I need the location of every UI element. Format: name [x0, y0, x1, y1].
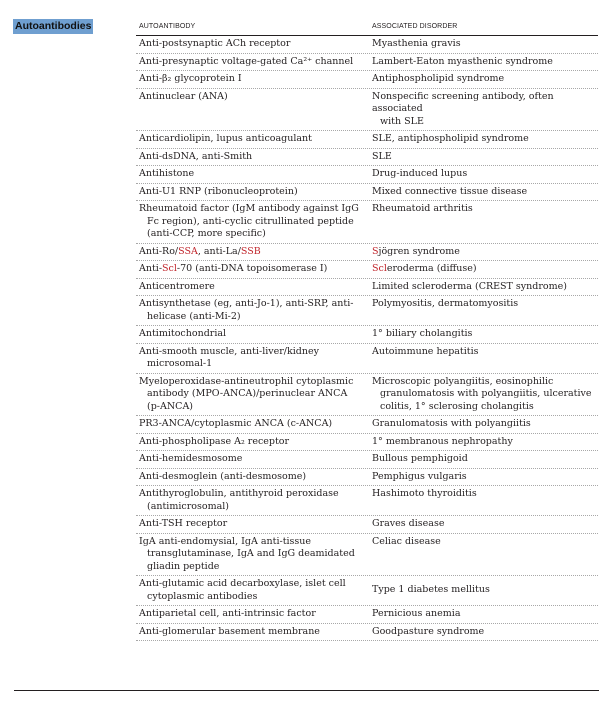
cell-line: Goodpasture syndrome	[372, 625, 485, 637]
text-run: -70 (anti-DNA topoisomerase I)	[176, 263, 328, 274]
disorder-cell	[367, 201, 598, 243]
header-associated-disorder: ASSOCIATED DISORDER	[372, 23, 458, 30]
cell-line: Antiphospholipid syndrome	[372, 73, 505, 84]
disorder-cell	[367, 326, 598, 343]
disorder-cell	[367, 486, 598, 515]
table-row	[136, 89, 598, 132]
autoantibody-cell	[136, 486, 367, 515]
disorder-cell	[367, 184, 598, 201]
cell-line: (anti-CCP, more specific)	[147, 228, 266, 239]
autoantibody-cell	[136, 624, 367, 641]
cell-line: Type 1 diabetes mellitus	[372, 584, 490, 596]
disorder-cell	[367, 279, 598, 296]
cell-line: Graves disease	[372, 518, 445, 529]
autoantibody-cell	[136, 469, 367, 486]
text-run: eroderma (diffuse)	[386, 263, 477, 274]
cell-line: Mixed connective tissue disease	[372, 185, 528, 197]
cell-line	[372, 246, 596, 259]
cell-line: Granulomatosis with polyangiitis	[372, 418, 531, 429]
table-row	[136, 469, 598, 487]
cell-line: Antisynthetase (eg, anti-Jo-1), anti-SRP, anti-	[139, 298, 354, 309]
text-run: , anti-La/	[197, 245, 241, 257]
disorder-cell	[367, 624, 598, 641]
cell-line: Limited scleroderma (CREST syndrome)	[372, 280, 567, 292]
cell-line: Antihistone	[139, 168, 195, 179]
cell-line: Myeloperoxidase-antineutrophil cytoplasmic	[139, 375, 354, 387]
disorder-cell	[367, 131, 598, 148]
cell-line: Anticentromere	[139, 280, 215, 292]
autoantibody-cell	[136, 374, 367, 416]
highlight-text: SSA	[178, 245, 198, 257]
table-row	[136, 296, 598, 326]
cell-line	[139, 246, 359, 259]
table-row	[136, 516, 598, 534]
highlight-text: S	[372, 245, 379, 257]
table-row	[136, 534, 598, 577]
cell-line: Autoimmune hepatitis	[372, 345, 479, 357]
cell-line	[372, 263, 596, 276]
table-row	[136, 166, 598, 184]
text-run: jögren syndrome	[378, 245, 460, 257]
cell-line: Anti-presynaptic voltage-gated Ca²⁺ channel	[139, 55, 354, 67]
disorder-cell	[367, 534, 598, 576]
table-row	[136, 416, 598, 434]
cell-line: with SLE	[380, 115, 424, 127]
cell-line: IgA anti-endomysial, IgA anti-tissue	[139, 535, 312, 547]
cell-line: antibody (MPO-ANCA)/perinuclear ANCA	[147, 388, 348, 399]
cell-line: cytoplasmic antibodies	[147, 590, 258, 602]
cell-line: Microscopic polyangiitis, eosinophilic	[372, 375, 554, 387]
cell-line: Anti-TSH receptor	[139, 518, 228, 529]
cell-line: Drug-induced lupus	[372, 168, 468, 179]
header-autoantibody: AUTOANTIBODY	[139, 23, 196, 30]
cell-line: Anti-glomerular basement membrane	[139, 625, 320, 637]
table-row	[136, 486, 598, 516]
disorder-cell	[367, 71, 598, 88]
autoantibody-cell	[136, 36, 367, 53]
table-row	[136, 149, 598, 167]
cell-line: Anti-dsDNA, anti-Smith	[139, 150, 253, 162]
autoantibody-cell	[136, 451, 367, 468]
autoantibody-table	[136, 21, 598, 641]
table-row	[136, 576, 598, 606]
disorder-cell	[367, 606, 598, 623]
cell-line: Pemphigus vulgaris	[372, 470, 467, 482]
cell-line: Anti-postsynaptic ACh receptor	[139, 38, 291, 49]
autoantibody-cell	[136, 576, 367, 605]
cell-line: SLE	[372, 150, 392, 162]
disorder-cell	[367, 434, 598, 451]
table-row	[136, 606, 598, 624]
cell-line: Anti-smooth muscle, anti-liver/kidney	[139, 345, 319, 357]
table-row	[136, 326, 598, 344]
cell-line: Antimitochondrial	[139, 328, 227, 339]
cell-line: microsomal-1	[147, 358, 213, 369]
cell-line: Anti-glutamic acid decarboxylase, islet cell	[139, 578, 346, 589]
disorder-cell	[367, 469, 598, 486]
cell-line: Nonspecific screening antibody, often associated	[372, 90, 554, 114]
autoantibody-cell	[136, 131, 367, 148]
cell-line: Anti-U1 RNP (ribonucleoprotein)	[139, 185, 298, 197]
disorder-cell	[367, 89, 598, 131]
disorder-cell	[367, 516, 598, 533]
section-title: Autoantibodies	[15, 20, 92, 32]
autoantibody-cell	[136, 54, 367, 71]
autoantibody-cell	[136, 184, 367, 201]
cell-line	[139, 263, 359, 276]
highlight-text: SSB	[240, 245, 261, 257]
autoantibody-cell	[136, 149, 367, 166]
cell-line: granulomatosis with polyangiitis, ulcerative	[380, 388, 592, 399]
autoantibody-cell	[136, 416, 367, 433]
autoantibody-cell	[136, 534, 367, 576]
cell-line: Anticardiolipin, lupus anticoagulant	[139, 133, 312, 144]
cell-line: Antinuclear (ANA)	[139, 90, 228, 102]
autoantibody-cell	[136, 344, 367, 373]
table-row	[136, 261, 598, 279]
cell-line: Antiparietal cell, anti-intrinsic factor	[139, 608, 316, 619]
cell-line: Myasthenia gravis	[372, 38, 461, 49]
cell-line: transglutaminase, IgA and IgG deamidated	[147, 548, 355, 559]
cell-line: Lambert-Eaton myasthenic syndrome	[372, 55, 553, 67]
autoantibody-cell	[136, 606, 367, 623]
bottom-rule	[14, 690, 599, 691]
cell-line: gliadin peptide	[147, 560, 220, 572]
disorder-cell	[367, 261, 598, 278]
disorder-cell	[367, 54, 598, 71]
autoantibody-cell	[136, 279, 367, 296]
autoantibody-cell	[136, 166, 367, 183]
table-row	[136, 54, 598, 72]
table-row	[136, 36, 598, 54]
table-row	[136, 451, 598, 469]
autoantibody-cell	[136, 296, 367, 325]
cell-line: Polymyositis, dermatomyositis	[372, 298, 519, 309]
cell-line: Anti-hemidesmosome	[139, 453, 243, 464]
table-row	[136, 244, 598, 262]
table-header	[136, 21, 598, 36]
cell-line: Anti-β₂ glycoprotein I	[139, 73, 242, 84]
disorder-cell	[367, 344, 598, 373]
cell-line: 1° membranous nephropathy	[372, 435, 513, 447]
table-row	[136, 624, 598, 642]
highlight-text: Scl	[372, 263, 387, 274]
cell-line: helicase (anti-Mi-2)	[147, 310, 241, 322]
table-row	[136, 374, 598, 417]
cell-line: 1° biliary cholangitis	[372, 328, 473, 339]
cell-line: SLE, antiphospholipid syndrome	[372, 133, 529, 144]
cell-line: Pernicious anemia	[372, 608, 461, 619]
autoantibody-cell	[136, 434, 367, 451]
table-row	[136, 434, 598, 452]
autoantibody-cell	[136, 89, 367, 131]
disorder-cell	[367, 451, 598, 468]
disorder-cell	[367, 149, 598, 166]
disorder-cell	[367, 576, 598, 605]
table-row	[136, 71, 598, 89]
cell-line: colitis, 1° sclerosing cholangitis	[380, 400, 534, 412]
cell-line: Antithyroglobulin, antithyroid peroxidase	[139, 488, 339, 499]
autoantibody-cell	[136, 261, 367, 278]
table-row	[136, 279, 598, 297]
cell-line: Rheumatoid arthritis	[372, 203, 473, 214]
cell-line: (antimicrosomal)	[147, 500, 229, 512]
table-row	[136, 131, 598, 149]
cell-line: Anti-desmoglein (anti-desmosome)	[139, 470, 307, 482]
text-run: Anti-Ro/	[139, 245, 179, 257]
disorder-cell	[367, 36, 598, 53]
autoantibody-cell	[136, 71, 367, 88]
autoantibody-cell	[136, 326, 367, 343]
table-row	[136, 184, 598, 202]
autoantibody-cell	[136, 244, 367, 261]
highlight-text: Scl	[162, 263, 177, 274]
cell-line: Hashimoto thyroiditis	[372, 488, 477, 499]
disorder-cell	[367, 166, 598, 183]
table-body	[136, 36, 598, 641]
table-row	[136, 201, 598, 244]
table-row	[136, 344, 598, 374]
cell-line: Celiac disease	[372, 535, 441, 547]
cell-line: Rheumatoid factor (IgM antibody against IgG	[139, 203, 359, 214]
disorder-cell	[367, 244, 598, 261]
disorder-cell	[367, 296, 598, 325]
disorder-cell	[367, 374, 598, 416]
cell-line: Bullous pemphigoid	[372, 453, 468, 464]
cell-line: Anti-phospholipase A₂ receptor	[139, 435, 290, 447]
disorder-cell	[367, 416, 598, 433]
autoantibody-cell	[136, 201, 367, 243]
autoantibody-cell	[136, 516, 367, 533]
text-run: Anti-	[139, 263, 163, 274]
cell-line: PR3-ANCA/cytoplasmic ANCA (c-ANCA)	[139, 418, 333, 429]
cell-line: (p-ANCA)	[147, 400, 194, 412]
cell-line: Fc region), anti-cyclic citrullinated peptide	[147, 215, 354, 227]
